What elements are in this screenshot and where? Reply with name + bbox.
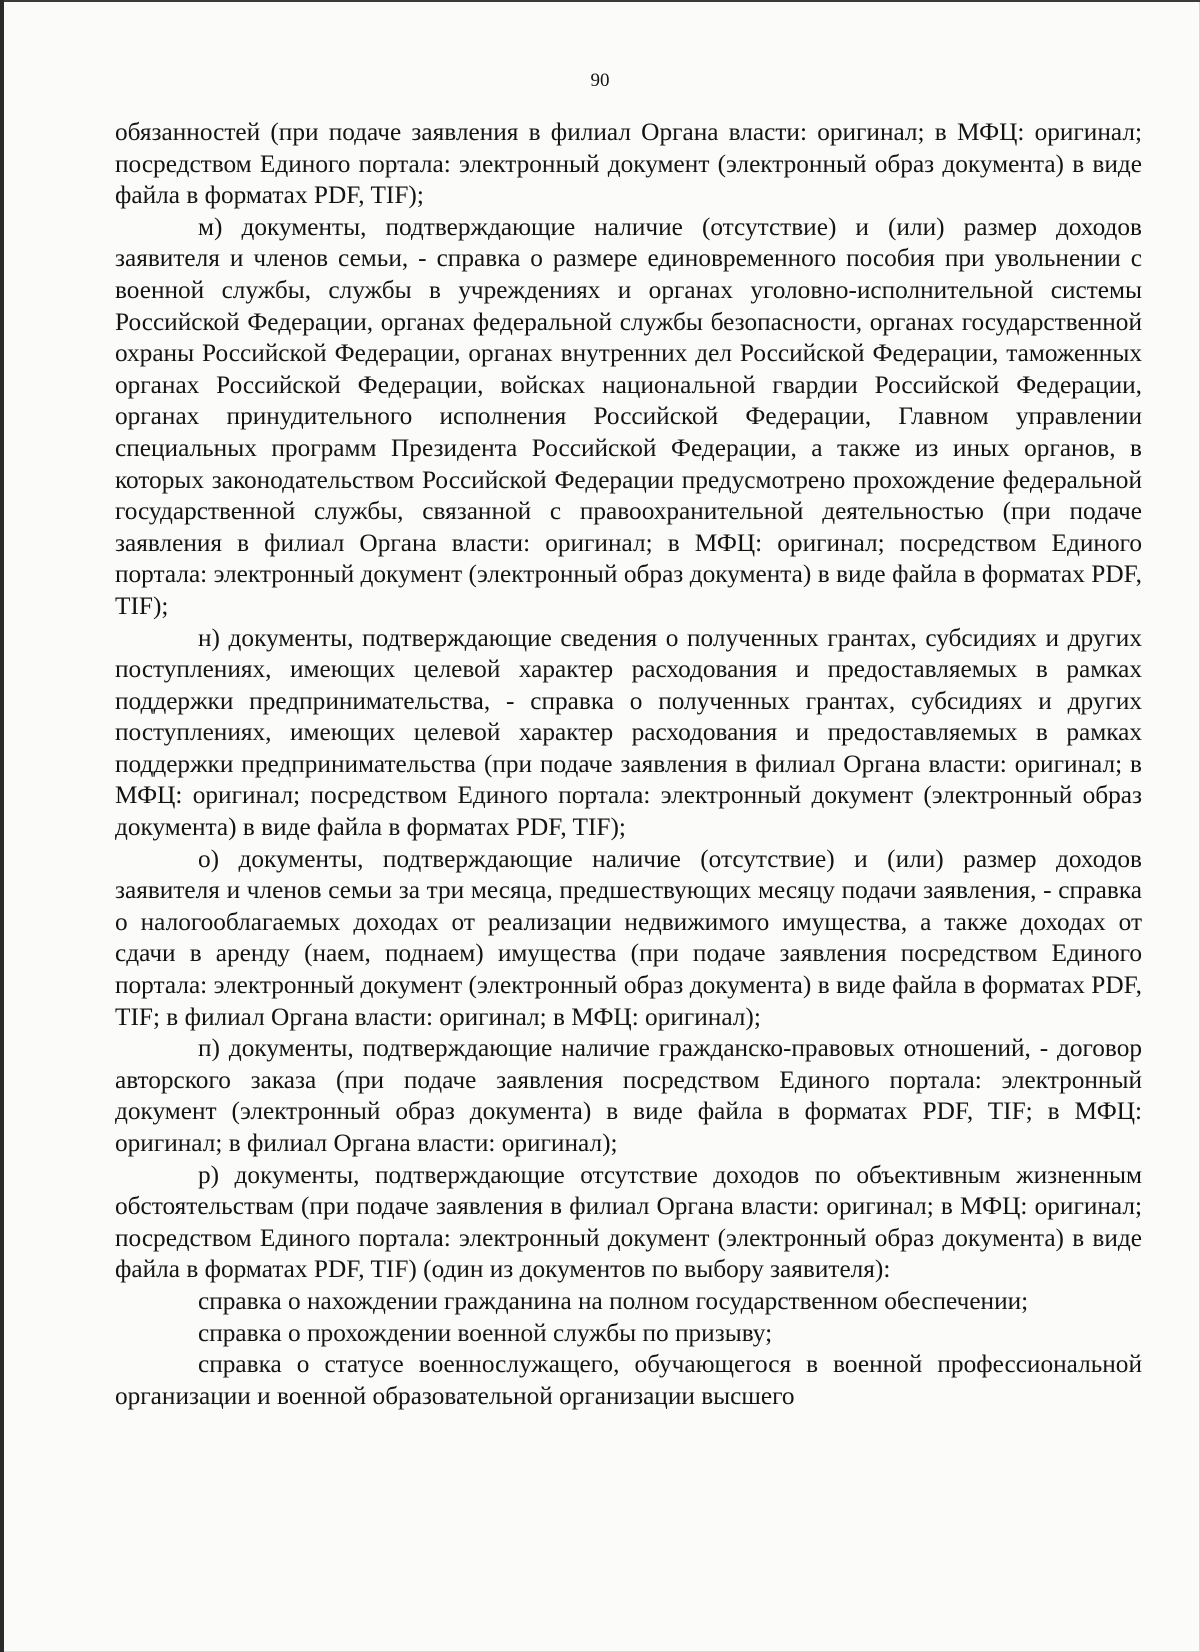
scan-left-edge	[0, 0, 4, 1652]
paragraph-item-r: р) документы, подтверждающие отсутствие доходов по объективным жизненным обстоятельствам (при подаче заявления в филиал Органа власти: оригинал; в МФЦ: оригинал; посредством Единого портала: электронный документ (электронный образ документа) в виде файла в форматах PDF, TIF) (один из документов по выбору заявителя):	[115, 1160, 1142, 1284]
paragraph-subitem-military-service: справка о прохождении военной службы по призыву;	[198, 1318, 773, 1347]
paragraph-item-p: п) документы, подтверждающие наличие гражданско-правовых отношений, - договор авторского заказа (при подаче заявления посредством Единого портала: электронный документ (электронный образ документа) в виде файла в форматах PDF, TIF; в МФЦ: оригинал; в филиал Органа власти: оригинал);	[115, 1034, 1142, 1157]
paragraph-subitem-serviceman-status: справка о статусе военнослужащего, обучающегося в военной профессиональной организации и военной образовательной организации высшего	[115, 1350, 1142, 1410]
paragraph-item-o: о) документы, подтверждающие наличие (отсутствие) и (или) размер доходов заявителя и членов семьи за три месяца, предшествующих месяцу подачи заявления, - справка о налогооблагаемых доходах от реализации недвижимого имущества, а также доходах от сдачи в аренду (наем, поднаем) имущества (при подаче заявления посредством Единого портала: электронный документ (электронный образ документа) в виде файла в форматах PDF, TIF; в филиал Органа власти: оригинал; в МФЦ: оригинал);	[115, 844, 1142, 1031]
paragraph-item-n: н) документы, подтверждающие сведения о полученных грантах, субсидиях и других поступлениях, имеющих целевой характер расходования и предоставляемых в рамках поддержки предпринимательства, - справка о полученных грантах, субсидиях и других поступлениях, имеющих целевой характер расходования и предоставляемых в рамках поддержки предпринимательства (при подаче заявления в филиал Органа власти: оригинал; в МФЦ: оригинал; посредством Единого портала: электронный документ (электронный образ документа) в виде файла в форматах PDF, TIF);	[115, 623, 1142, 842]
paragraph-continuation: обязанностей (при подаче заявления в филиал Органа власти: оригинал; в МФЦ: оригинал; посредством Единого портала: электронный документ (электронный образ документа) в виде файла в форматах PDF, TIF);	[115, 118, 1142, 210]
page-number: 90	[590, 70, 610, 91]
document-body	[115, 117, 1142, 1412]
paragraph-subitem-state-support: справка о нахождении гражданина на полном государственном обеспечении;	[198, 1286, 1029, 1315]
paragraph-item-m: м) документы, подтверждающие наличие (отсутствие) и (или) размер доходов заявителя и членов семьи, - справка о размере единовременного пособия при увольнении с военной службы, службы в учреждениях и органах уголовно-исполнительной системы Российской Федерации, органах федеральной службы безопасности, органах государственной охраны Российской Федерации, органах внутренних дел Российской Федерации, таможенных органах Российской Федерации, войсках национальной гвардии Российской Федерации, органах принудительного исполнения Российской Федерации, Главном управлении специальных программ Президента Российской Федерации, а также из иных органов, в которых законодательством Российской Федерации предусмотрено прохождение федеральной государственной службы, связанной с правоохранительной деятельностью (при подаче заявления в филиал Органа власти: оригинал; в МФЦ: оригинал; посредством Единого портала: электронный документ (электронный образ документа) в виде файла в форматах PDF, TIF);	[115, 212, 1142, 620]
scan-top-edge	[0, 0, 1200, 2]
